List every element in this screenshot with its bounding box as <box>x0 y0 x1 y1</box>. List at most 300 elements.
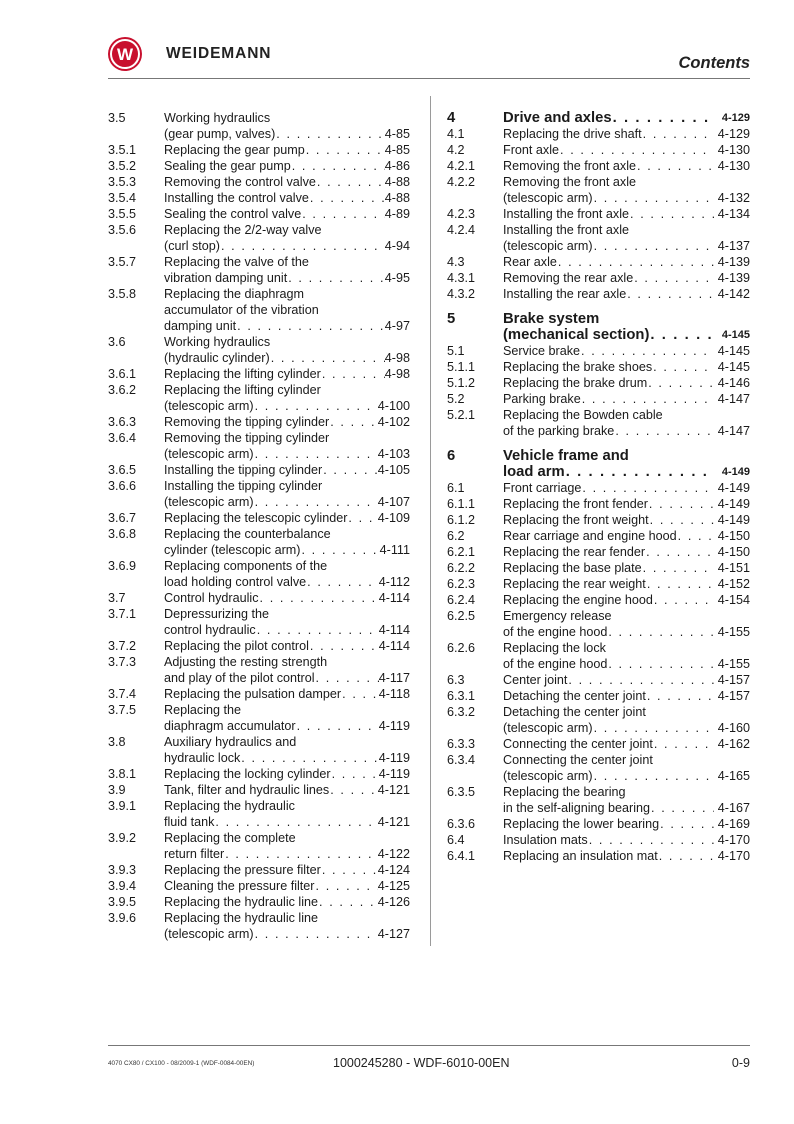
toc-entry-title-line: Replacing the valve of the <box>164 255 309 269</box>
toc-entry <box>447 158 750 174</box>
toc-entry-number: 3.7.2 <box>108 639 137 653</box>
toc-page-number: 4-137 <box>717 239 750 253</box>
toc-page-number: 4-147 <box>717 392 750 406</box>
toc-page-number: 4-118 <box>378 687 410 701</box>
toc-entry-number: 3.8 <box>108 735 126 749</box>
toc-entry-title-line: Replacing the bearing <box>503 785 626 799</box>
toc-entry <box>108 510 410 526</box>
toc-entry-title-line: Replacing components of the <box>164 559 328 573</box>
toc-entry-title: in the self-aligning bearing <box>503 801 651 815</box>
toc-entry <box>108 174 410 190</box>
toc-entry-number: 6.2.6 <box>447 641 476 655</box>
toc-page-number: 4-102 <box>377 415 410 429</box>
dot-leader <box>642 126 714 142</box>
dot-leader <box>220 238 385 254</box>
toc-page-number: 4-169 <box>717 817 750 831</box>
toc-entry-title: (mechanical section) <box>503 327 650 343</box>
dot-leader <box>653 592 714 608</box>
toc-entry-number: 3.5.4 <box>108 191 137 205</box>
toc-entry-title: Removing the control valve <box>164 175 316 189</box>
dot-leader <box>236 318 385 334</box>
dot-leader <box>315 878 378 894</box>
toc-page-number: 4-114 <box>378 623 410 637</box>
toc-entry <box>447 270 750 286</box>
dot-leader <box>593 238 714 254</box>
toc-entry-title: Replacing the gear pump <box>164 143 305 157</box>
toc-entry-number: 6.3.2 <box>447 705 476 719</box>
toc-chapter <box>447 311 750 343</box>
toc-page-number: 4-129 <box>717 127 750 141</box>
toc-entry-title: Replacing the hydraulic line <box>164 895 319 909</box>
toc-entry <box>447 544 750 560</box>
dot-leader <box>648 496 714 512</box>
toc-entry <box>108 878 410 894</box>
dot-leader <box>593 720 714 736</box>
toc-entry-title: Sealing the gear pump <box>164 159 291 173</box>
section-title: Contents <box>678 54 750 72</box>
dot-leader <box>653 736 714 752</box>
toc-entry-number: 3.5 <box>108 111 126 125</box>
toc-entry-title-line: Removing the front axle <box>503 175 637 189</box>
toc-entry <box>108 414 410 430</box>
toc-entry-title: (telescopic arm) <box>164 495 254 509</box>
toc-entry-title-line: Replacing the lifting cylinder <box>164 383 321 397</box>
toc-entry-title: (telescopic arm) <box>164 447 254 461</box>
toc-entry <box>108 862 410 878</box>
toc-entry-title: (telescopic arm) <box>503 239 593 253</box>
brand-name: WEIDEMANN <box>166 45 272 62</box>
toc-page-number: 4-150 <box>717 545 750 559</box>
toc-entry-title-line: Replacing the counterbalance <box>164 527 331 541</box>
toc-entry <box>108 702 410 734</box>
toc-entry-number: 6.1.1 <box>447 497 476 511</box>
toc-entry-title-line: accumulator of the vibration <box>164 303 319 317</box>
dot-leader <box>677 528 714 544</box>
dot-leader <box>649 512 714 528</box>
toc-page-number: 4-149 <box>717 481 750 495</box>
toc-page-number: 4-88 <box>384 175 410 189</box>
toc-entry <box>447 222 750 254</box>
toc-entry-number: 6.3.4 <box>447 753 476 767</box>
toc-entry <box>447 142 750 158</box>
dot-leader <box>659 816 714 832</box>
toc-page-number: 4-149 <box>717 497 750 511</box>
toc-entry <box>447 752 750 784</box>
toc-entry <box>108 382 410 414</box>
toc-entry-number: 4.2.2 <box>447 175 476 189</box>
toc-page-number: 4-167 <box>717 801 750 815</box>
toc-page-number: 4-119 <box>378 719 410 733</box>
toc-entry-title: (telescopic arm) <box>503 191 593 205</box>
toc-page-number: 4-97 <box>384 319 410 333</box>
dot-leader <box>291 158 385 174</box>
toc-entry <box>447 528 750 544</box>
toc-entry-number: 3.5.1 <box>108 143 137 157</box>
toc-entry-number: 3.6.8 <box>108 527 137 541</box>
toc-entry-number: 3.7.5 <box>108 703 137 717</box>
dot-leader <box>633 270 714 286</box>
toc-entry-title: Sealing the control valve <box>164 207 302 221</box>
toc-entry-title: Replacing the rear weight <box>503 577 646 591</box>
toc-page-number: 4-157 <box>717 689 750 703</box>
toc-entry-title: Removing the front axle <box>503 159 637 173</box>
toc-page-number: 4-146 <box>717 376 750 390</box>
dot-leader <box>607 624 714 640</box>
toc-entry <box>108 782 410 798</box>
toc-page-number: 4-134 <box>717 207 750 221</box>
toc-entry-number: 6.4.1 <box>447 849 476 863</box>
toc-entry-title: Replacing the pulsation damper <box>164 687 342 701</box>
toc-entry-title: Control hydraulic <box>164 591 259 605</box>
dot-leader <box>322 462 378 478</box>
toc-page-number: 4-132 <box>717 191 750 205</box>
toc-page-number: 4-109 <box>377 511 410 525</box>
toc-page-number: 4-111 <box>379 543 410 557</box>
toc-entry-number: 3.5.2 <box>108 159 137 173</box>
toc-chapter <box>447 448 750 480</box>
toc-entry <box>108 286 410 334</box>
toc-entry-title-line: Replacing the 2/2-way valve <box>164 223 322 237</box>
toc-page-number: 4-100 <box>377 399 410 413</box>
toc-entry-number: 6.3.5 <box>447 785 476 799</box>
toc-entry-title: cylinder (telescopic arm) <box>164 543 301 557</box>
toc-entry-title: Drive and axles <box>503 110 612 126</box>
toc-page-number: 4-98 <box>384 351 410 365</box>
toc-page-number: 4-86 <box>384 159 410 173</box>
toc-entry-title: Replacing the pressure filter <box>164 863 321 877</box>
toc-entry-number: 4 <box>447 110 456 126</box>
toc-entry-title: Replacing the base plate <box>503 561 642 575</box>
dot-leader <box>224 846 378 862</box>
toc-entry-number: 3.6.6 <box>108 479 137 493</box>
toc-entry-title: Replacing the telescopic cylinder <box>164 511 348 525</box>
dot-leader <box>607 656 714 672</box>
toc-entry-title: Parking brake <box>503 392 581 406</box>
toc-page-number: 4-170 <box>717 833 750 847</box>
dot-leader <box>306 574 379 590</box>
toc-entry-number: 5.1.2 <box>447 376 476 390</box>
toc-page-number: 4-119 <box>378 751 410 765</box>
toc-page-number: 4-121 <box>377 815 410 829</box>
logo-letter: W <box>116 45 134 64</box>
toc-entry <box>447 480 750 496</box>
toc-page-number: 4-150 <box>717 529 750 543</box>
toc-entry <box>447 848 750 864</box>
toc-entry-number: 3.6.9 <box>108 559 137 573</box>
column-divider <box>430 96 431 946</box>
toc-entry-title: fluid tank <box>164 815 215 829</box>
dot-leader <box>305 142 385 158</box>
toc-entry-number: 3.6.3 <box>108 415 137 429</box>
toc-entry-number: 3.5.6 <box>108 223 137 237</box>
toc-entry-number: 3.6.1 <box>108 367 137 381</box>
footer-rule <box>108 1045 750 1046</box>
toc-entry-title: Removing the rear axle <box>503 271 634 285</box>
toc-entry <box>447 672 750 688</box>
toc-page-number: 4-130 <box>717 159 750 173</box>
toc-entry <box>447 832 750 848</box>
toc-entry-title: Replacing the front fender <box>503 497 648 511</box>
toc-entry-title: Replacing the lower bearing <box>503 817 660 831</box>
toc-entry <box>108 190 410 206</box>
toc-entry <box>108 526 410 558</box>
dot-leader <box>270 350 385 366</box>
toc-chapter <box>447 110 750 126</box>
toc-entry-title: Connecting the center joint <box>503 737 653 751</box>
footer-page-number: 0-9 <box>731 1056 750 1070</box>
toc-entry-number: 3.8.1 <box>108 767 137 781</box>
toc-entry-title: Front axle <box>503 143 559 157</box>
toc-entry-number: 5.1.1 <box>447 360 476 374</box>
toc-entry-number: 3.9.2 <box>108 831 137 845</box>
toc-entry <box>108 910 410 942</box>
toc-entry-title: Front carriage <box>503 481 582 495</box>
dot-leader <box>254 926 378 942</box>
dot-leader <box>588 832 714 848</box>
dot-leader <box>254 494 378 510</box>
toc-entry <box>108 686 410 702</box>
toc-entry-title-line: Replacing the hydraulic <box>164 799 295 813</box>
toc-entry <box>108 830 410 862</box>
toc-entry-number: 3.7.1 <box>108 607 137 621</box>
toc-page-number: 4-121 <box>377 783 410 797</box>
toc-page-number: 4-94 <box>384 239 410 253</box>
toc-page-number: 4-147 <box>717 424 750 438</box>
header-rule <box>108 78 750 79</box>
toc-entry-title: load arm <box>503 464 565 480</box>
dot-leader <box>581 391 714 407</box>
toc-page-number: 4-127 <box>377 927 410 941</box>
dot-leader <box>649 327 714 343</box>
toc-page-number: 4-157 <box>717 673 750 687</box>
toc-entry-title-line: Adjusting the resting strength <box>164 655 328 669</box>
footer-doc-number: 1000245280 - WDF-6010-00EN <box>333 1056 510 1070</box>
toc-entry-number: 3.9.3 <box>108 863 137 877</box>
toc-entry-number: 6.2 <box>447 529 465 543</box>
dot-leader <box>287 270 385 286</box>
toc-entry-title-line: Brake system <box>503 311 600 327</box>
dot-leader <box>321 862 378 878</box>
toc-entry-title: Replacing the lifting cylinder <box>164 367 321 381</box>
dot-leader <box>329 782 378 798</box>
toc-entry-title: Detaching the center joint <box>503 689 646 703</box>
dot-leader <box>347 510 377 526</box>
toc-entry-title: of the engine hood <box>503 625 608 639</box>
toc-page-number: 4-162 <box>717 737 750 751</box>
toc-entry-number: 6.3.6 <box>447 817 476 831</box>
toc-entry-number: 3.7 <box>108 591 126 605</box>
toc-entry-number: 6 <box>447 448 456 464</box>
toc-page-number: 4-155 <box>717 657 750 671</box>
dot-leader <box>614 423 714 439</box>
dot-leader <box>318 894 378 910</box>
toc-entry-number: 3.7.3 <box>108 655 137 669</box>
toc-entry <box>447 407 750 439</box>
toc-entry-number: 4.2.4 <box>447 223 476 237</box>
toc-entry-title: and play of the pilot control <box>164 671 315 685</box>
toc-entry-number: 3.5.3 <box>108 175 137 189</box>
toc-entry-title: Removing the tipping cylinder <box>164 415 330 429</box>
toc-entry-title: control hydraulic <box>164 623 256 637</box>
dot-leader <box>309 638 379 654</box>
dot-leader <box>636 158 714 174</box>
toc-entry-title-line: Working hydraulics <box>164 335 271 349</box>
toc-entry <box>447 496 750 512</box>
toc-page-number: 4-112 <box>378 575 410 589</box>
toc-entry-number: 3.9.5 <box>108 895 137 909</box>
toc-entry-number: 5.2 <box>447 392 465 406</box>
toc-entry <box>108 366 410 382</box>
toc-entry-title: Service brake <box>503 344 580 358</box>
dot-leader <box>645 544 714 560</box>
toc-entry-title: vibration damping unit <box>164 271 288 285</box>
toc-entry-number: 3.9.6 <box>108 911 137 925</box>
toc-page-number: 4-170 <box>717 849 750 863</box>
dot-leader <box>329 414 378 430</box>
dot-leader <box>593 768 714 784</box>
toc-page-number: 4-98 <box>384 367 410 381</box>
toc-entry <box>108 606 410 638</box>
dot-leader <box>593 190 714 206</box>
dot-leader <box>309 190 385 206</box>
toc-page-number: 4-89 <box>384 207 410 221</box>
toc-page-number: 4-155 <box>717 625 750 639</box>
toc-entry-number: 6.2.4 <box>447 593 476 607</box>
dot-leader <box>646 576 714 592</box>
toc-entry <box>108 798 410 830</box>
toc-entry-number: 6.3.1 <box>447 689 476 703</box>
toc-entry <box>447 560 750 576</box>
dot-leader <box>647 375 714 391</box>
dot-leader <box>626 286 714 302</box>
toc-entry-number: 3.5.7 <box>108 255 137 269</box>
toc-entry-number: 3.6.5 <box>108 463 137 477</box>
toc-entry-title-line: Installing the front axle <box>503 223 630 237</box>
dot-leader <box>658 848 714 864</box>
toc-entry-number: 6.2.3 <box>447 577 476 591</box>
toc-column-right <box>447 110 750 864</box>
toc-entry-title: return filter <box>164 847 225 861</box>
dot-leader <box>642 560 714 576</box>
toc-entry-title: Cleaning the pressure filter <box>164 879 315 893</box>
toc-entry <box>108 894 410 910</box>
toc-page-number: 4-126 <box>377 895 410 909</box>
dot-leader <box>341 686 379 702</box>
toc-entry-title-line: Connecting the center joint <box>503 753 653 767</box>
toc-entry-number: 6.2.5 <box>447 609 476 623</box>
toc-entry-number: 4.2 <box>447 143 465 157</box>
toc-entry-number: 3.6 <box>108 335 126 349</box>
dot-leader <box>321 366 385 382</box>
dot-leader <box>315 670 379 686</box>
toc-entry-number: 4.3.1 <box>447 271 476 285</box>
dot-leader <box>240 750 378 766</box>
toc-entry <box>108 142 410 158</box>
toc-entry-title: (curl stop) <box>164 239 220 253</box>
toc-entry-title-line: Replacing the hydraulic line <box>164 911 319 925</box>
toc-entry-title: load holding control valve <box>164 575 307 589</box>
toc-page-number: 4-85 <box>384 143 410 157</box>
toc-entry-title: Installing the tipping cylinder <box>164 463 323 477</box>
toc-entry-title-line: Replacing the diaphragm <box>164 287 305 301</box>
toc-entry-title-line: Replacing the lock <box>503 641 606 655</box>
dot-leader <box>331 766 379 782</box>
dot-leader <box>646 688 714 704</box>
toc-entry-title: (telescopic arm) <box>503 721 593 735</box>
toc-entry <box>447 784 750 816</box>
toc-entry <box>447 608 750 640</box>
toc-entry <box>108 638 410 654</box>
toc-entry-title: Installing the control valve <box>164 191 309 205</box>
toc-page-number: 4-125 <box>377 879 410 893</box>
dot-leader <box>256 622 379 638</box>
toc-entry <box>447 174 750 206</box>
toc-entry <box>447 640 750 672</box>
toc-entry-title: (telescopic arm) <box>503 769 593 783</box>
toc-entry-title: Center joint <box>503 673 568 687</box>
toc-entry-number: 6.3.3 <box>447 737 476 751</box>
toc-entry-title: Rear carriage and engine hood <box>503 529 677 543</box>
toc-entry-number: 5.1 <box>447 344 465 358</box>
page-header <box>108 34 750 74</box>
toc-entry-title: damping unit <box>164 319 237 333</box>
toc-entry-title: Replacing the front weight <box>503 513 649 527</box>
toc-entry-title: (hydraulic cylinder) <box>164 351 270 365</box>
dot-leader <box>316 174 385 190</box>
toc-entry-title: (gear pump, valves) <box>164 127 276 141</box>
toc-entry-title-line: Removing the tipping cylinder <box>164 431 330 445</box>
toc-page-number: 4-122 <box>377 847 410 861</box>
toc-entry-title-line: Auxiliary hydraulics and <box>164 735 297 749</box>
toc-entry-number: 3.9.4 <box>108 879 137 893</box>
toc-page-number: 4-152 <box>717 577 750 591</box>
toc-entry-number: 4.3 <box>447 255 465 269</box>
toc-entry-title: Replacing the pilot control <box>164 639 309 653</box>
toc-entry-number: 4.2.1 <box>447 159 476 173</box>
toc-page-number: 4-103 <box>377 447 410 461</box>
toc-entry-title: (telescopic arm) <box>164 927 254 941</box>
toc-entry-title: Replacing the brake shoes <box>503 360 653 374</box>
toc-entry-number: 3.9 <box>108 783 126 797</box>
dot-leader <box>559 142 714 158</box>
toc-entry <box>447 343 750 359</box>
dot-leader <box>254 446 378 462</box>
toc-entry-title-line: Working hydraulics <box>164 111 271 125</box>
dot-leader <box>254 398 378 414</box>
toc-page-number: 4-145 <box>717 360 750 374</box>
dot-leader <box>652 359 714 375</box>
toc-page-number: 4-149 <box>717 513 750 527</box>
toc-entry-number: 6.2.2 <box>447 561 476 575</box>
toc-entry <box>108 158 410 174</box>
toc-entry-number: 3.5.5 <box>108 207 137 221</box>
dot-leader <box>580 343 714 359</box>
toc-entry <box>108 430 410 462</box>
dot-leader <box>565 464 714 480</box>
toc-entry <box>447 704 750 736</box>
toc-entry <box>108 734 410 766</box>
toc-page-number: 4-149 <box>721 466 750 478</box>
toc-entry <box>108 254 410 286</box>
dot-leader <box>557 254 714 270</box>
toc-entry-title: hydraulic lock <box>164 751 241 765</box>
toc-entry-title: Replacing the rear fender <box>503 545 646 559</box>
toc-entry-title-line: Depressurizing the <box>164 607 269 621</box>
dot-leader <box>301 206 385 222</box>
toc-page-number: 4-154 <box>717 593 750 607</box>
toc-entry <box>447 206 750 222</box>
toc-entry-number: 3.6.4 <box>108 431 137 445</box>
